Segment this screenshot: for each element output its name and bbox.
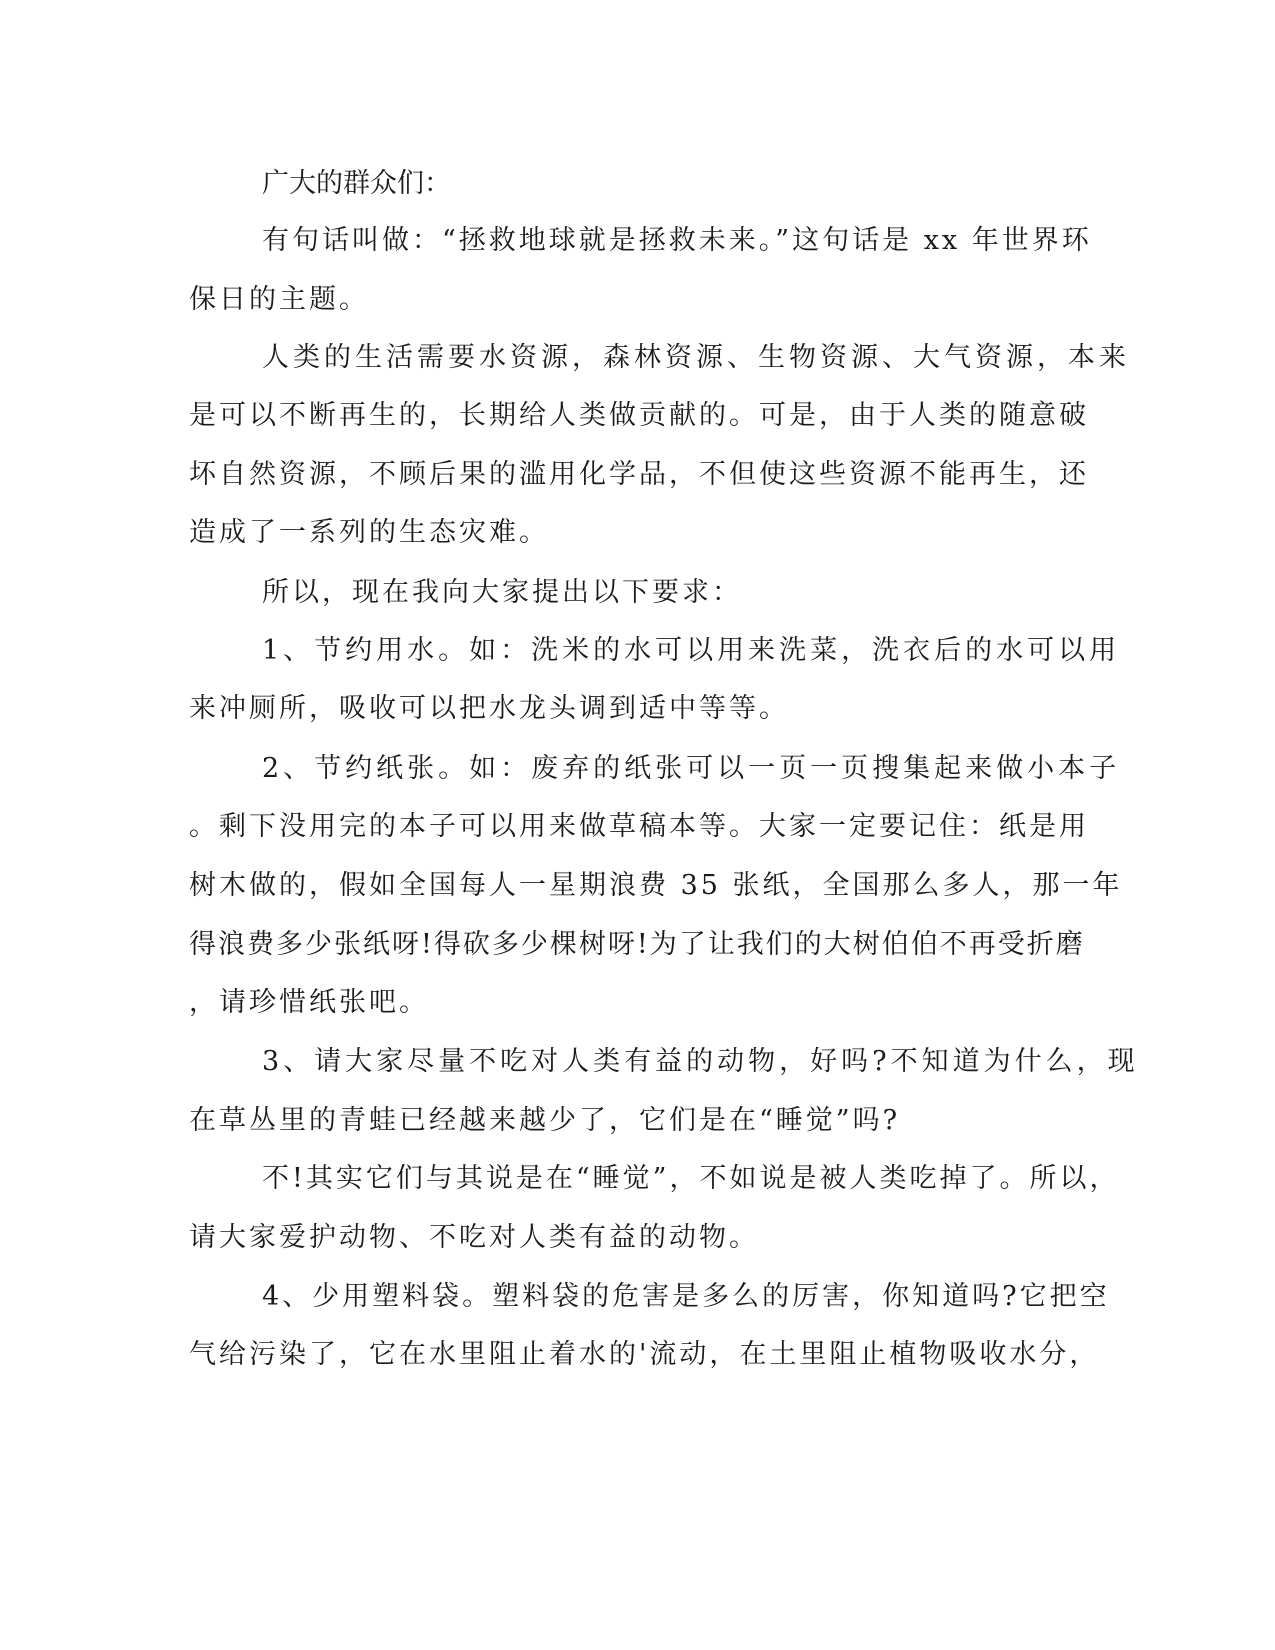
list-item-line: 气给污染了，它在水里阻止着水的'流动，在土里阻止植物吸收水分，: [189, 1339, 1100, 1370]
salutation-line: 广大的群众们：: [262, 168, 451, 199]
list-item-line: 树木做的，假如全国每人一星期浪费 35 张纸，全国那么多人，那一年: [189, 870, 1123, 901]
list-item-line: 得浪费多少张纸呀!得砍多少棵树呀!为了让我们的大树伯伯不再受折磨: [189, 929, 1085, 960]
paragraph-line: 所以，现在我向大家提出以下要求：: [262, 577, 742, 608]
list-item-line: 。剩下没用完的本子可以用来做草稿本等。大家一定要记住：纸是用: [189, 811, 1089, 842]
paragraph-line: 坏自然资源，不顾后果的滥用化学品，不但使这些资源不能再生，还: [189, 459, 1089, 490]
paragraph-line: 人类的生活需要水资源，森林资源、生物资源、大气资源，本来: [262, 342, 1130, 373]
list-item-line: ，请珍惜纸张吧。: [189, 987, 429, 1018]
list-item-line: 3、请大家尽量不吃对人类有益的动物，好吗?不知道为什么，现: [262, 1046, 1139, 1077]
list-item-line: 4、少用塑料袋。塑料袋的危害是多么的厉害，你知道吗?它把空: [262, 1281, 1110, 1312]
list-item-line: 在草丛里的青蛙已经越来越少了，它们是在“睡觉”吗?: [189, 1105, 901, 1136]
list-item-line: 来冲厕所，吸收可以把水龙头调到适中等等。: [189, 693, 789, 724]
paragraph-line: 是可以不断再生的，长期给人类做贡献的。可是，由于人类的随意破: [189, 400, 1089, 431]
paragraph-line: 不!其实它们与其说是在“睡觉”，不如说是被人类吃掉了。所以，: [262, 1163, 1120, 1194]
list-item-line: 2、节约纸张。如：废弃的纸张可以一页一页搜集起来做小本子: [262, 753, 1121, 784]
paragraph-line: 保日的主题。: [189, 284, 369, 315]
paragraph-line: 有句话叫做：“拯救地球就是拯救未来。”这句话是 xx 年世界环: [262, 225, 1092, 256]
list-item-line: 1、节约用水。如：洗米的水可以用来洗菜，洗衣后的水可以用: [262, 635, 1121, 666]
paragraph-line: 请大家爱护动物、不吃对人类有益的动物。: [189, 1222, 759, 1253]
paragraph-line: 造成了一系列的生态灾难。: [189, 517, 549, 548]
